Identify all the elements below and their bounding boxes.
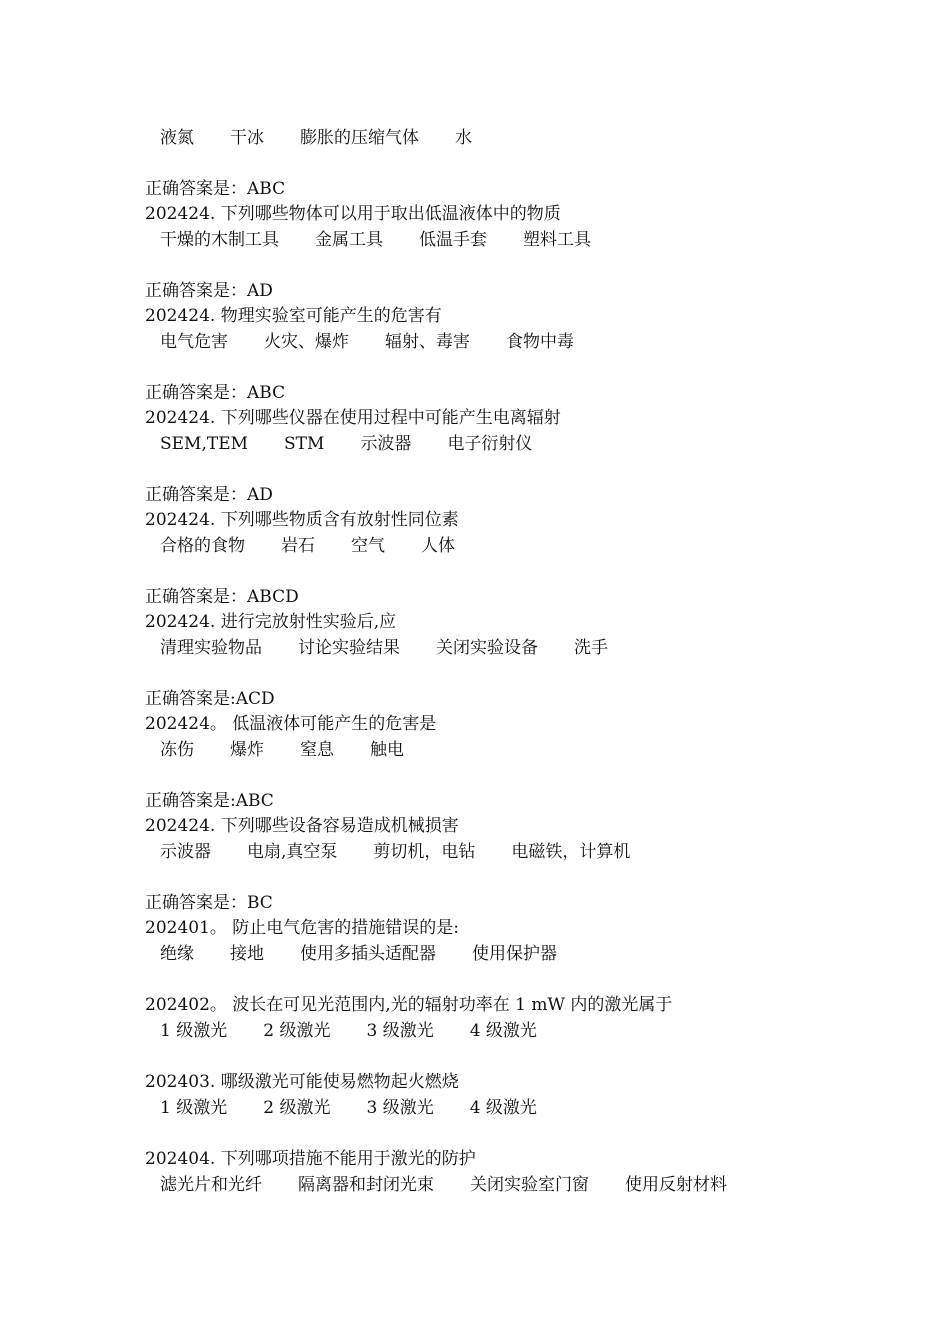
option: 隔离器和封闭光束	[298, 1175, 434, 1195]
option: 使用保护器	[472, 944, 557, 964]
options-row	[160, 229, 591, 251]
option: 膨胀的压缩气体	[300, 128, 419, 148]
options-row	[160, 943, 557, 965]
option: 食物中毒	[506, 332, 574, 352]
option: 干冰	[230, 128, 264, 148]
answer-line: 正确答案是：BC	[145, 893, 273, 913]
option: 使用多插头适配器	[300, 944, 436, 964]
option: 水	[455, 128, 472, 148]
question-line: 202424。 低温液体可能产生的危害是	[145, 714, 437, 734]
option: 火灾、爆炸	[264, 332, 349, 352]
answer-line: 正确答案是:ACD	[145, 689, 275, 709]
question-line: 202403. 哪级激光可能使易燃物起火燃烧	[145, 1072, 459, 1092]
answer-line: 正确答案是：AD	[145, 485, 273, 505]
option: 关闭实验设备	[436, 638, 538, 658]
option: 窒息	[300, 740, 334, 760]
question-line: 202424. 进行完放射性实验后,应	[145, 612, 397, 632]
question-line: 202424. 下列哪些物体可以用于取出低温液体中的物质	[145, 204, 561, 224]
option: 空气	[351, 536, 385, 556]
option: 示波器	[360, 434, 412, 454]
option: 电子衍射仪	[447, 434, 533, 454]
option: 关闭实验室门窗	[470, 1175, 589, 1195]
option: 电气危害	[160, 332, 228, 352]
option: 辐射、毒害	[385, 332, 470, 352]
option: 4 级激光	[469, 1021, 537, 1041]
option: STM	[284, 434, 325, 454]
question-line: 202424. 下列哪些设备容易造成机械损害	[145, 816, 459, 836]
option: 使用反射材料	[625, 1175, 727, 1195]
option: 合格的食物	[160, 536, 245, 556]
option: 2 级激光	[263, 1021, 331, 1041]
answer-line: 正确答案是：ABC	[145, 179, 286, 199]
answer-line: 正确答案是：ABCD	[145, 587, 299, 607]
option: 示波器	[160, 842, 211, 862]
options-row	[160, 433, 532, 455]
option: 电磁铁，计算机	[511, 842, 631, 862]
option: 讨论实验结果	[298, 638, 400, 658]
options-row	[160, 1020, 537, 1042]
options-row	[160, 331, 574, 353]
option: 低温手套	[419, 230, 487, 250]
option: 1 级激光	[160, 1021, 228, 1041]
options-row	[160, 841, 630, 863]
answer-line: 正确答案是：AD	[145, 281, 273, 301]
question-line: 202424. 下列哪些物质含有放射性同位素	[145, 510, 459, 530]
question-line: 202402。 波长在可见光范围内,光的辐射功率在 1 mW 内的激光属于	[145, 995, 673, 1015]
option: 岩石	[281, 536, 315, 556]
question-line: 202424. 物理实验室可能产生的危害有	[145, 306, 442, 326]
option: 冻伤	[160, 740, 194, 760]
options-row	[160, 127, 472, 149]
option: 触电	[370, 740, 404, 760]
option: 剪切机，电钻	[373, 842, 476, 862]
option: 电扇,真空泵	[247, 842, 338, 862]
option: 绝缘	[160, 944, 194, 964]
option: 爆炸	[230, 740, 264, 760]
option: 1 级激光	[160, 1098, 228, 1118]
question-line: 202404. 下列哪项措施不能用于激光的防护	[145, 1149, 476, 1169]
option: 3 级激光	[366, 1021, 434, 1041]
answer-line: 正确答案是：ABC	[145, 383, 286, 403]
options-row	[160, 739, 404, 761]
option: 滤光片和光纤	[160, 1175, 262, 1195]
option: 3 级激光	[366, 1098, 434, 1118]
options-row	[160, 1097, 537, 1119]
option: 液氮	[160, 128, 194, 148]
question-line: 202424. 下列哪些仪器在使用过程中可能产生电离辐射	[145, 408, 561, 428]
options-row	[160, 637, 608, 659]
option: SEM,TEM	[160, 434, 249, 454]
option: 洗手	[574, 638, 608, 658]
options-row	[160, 1174, 727, 1196]
option: 塑料工具	[523, 230, 591, 250]
answer-line: 正确答案是:ABC	[145, 791, 274, 811]
option: 2 级激光	[263, 1098, 331, 1118]
option: 接地	[230, 944, 264, 964]
option: 清理实验物品	[160, 638, 262, 658]
question-line: 202401。 防止电气危害的措施错误的是:	[145, 918, 460, 938]
option: 干燥的木制工具	[160, 230, 279, 250]
option: 金属工具	[315, 230, 383, 250]
option: 人体	[421, 536, 455, 556]
options-row	[160, 535, 455, 557]
option: 4 级激光	[469, 1098, 537, 1118]
